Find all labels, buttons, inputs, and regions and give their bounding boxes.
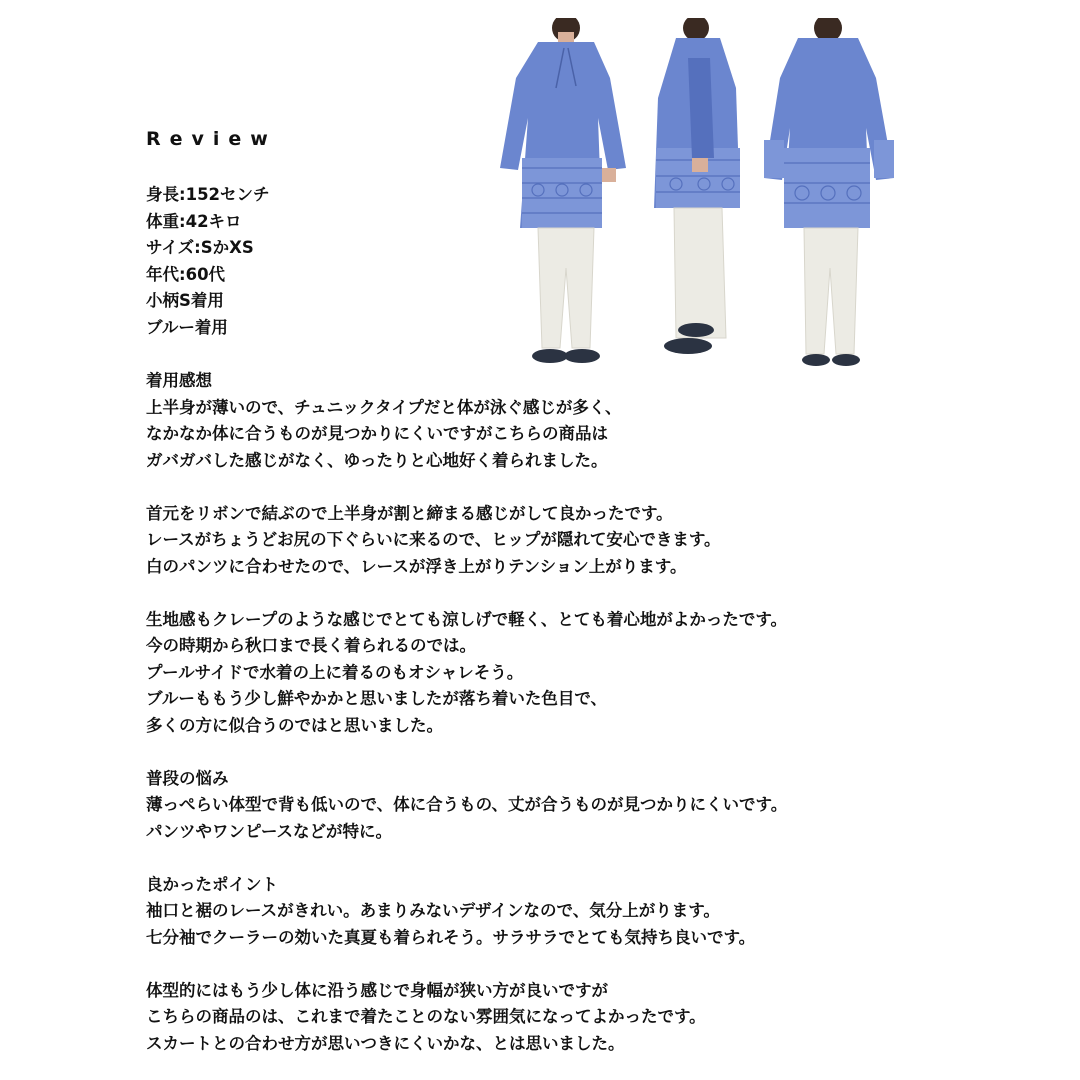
concerns-line: パンツやワンピースなどが特に。 xyxy=(146,821,393,841)
fabric-line: 今の時期から秋口まで長く着られるのでは。 xyxy=(146,636,476,655)
profile-size: サイズ:SかXS xyxy=(146,238,254,257)
concerns-heading: 普段の悩み xyxy=(146,768,229,788)
impression-heading: 着用感想 xyxy=(146,371,212,390)
profile-height: 身長:152センチ xyxy=(146,185,270,204)
profile-worn-size: 小柄S着用 xyxy=(146,291,224,310)
impression-line: ガバガバした感じがなく、ゆったりと心地好く着られました。 xyxy=(146,450,608,470)
fabric-line: ブルーももう少し鮮やかかと思いましたが落ち着いた色目で、 xyxy=(146,689,608,708)
fabric-line: プールサイドで水着の上に着るのもオシャレそう。 xyxy=(146,662,524,682)
photo-side-view xyxy=(648,18,758,372)
pants-line: 白のパンツに合わせたので、レースが浮き上がりテンション上がります。 xyxy=(146,556,687,576)
good-points-line: 七分袖でクーラーの効いた真夏も着られそう。サラサラでとても気持ち良いです。 xyxy=(146,927,756,947)
profile-list xyxy=(146,182,270,341)
summary-line: こちらの商品のは、これまで着たことのない雰囲気になってよかったです。 xyxy=(146,1007,706,1026)
fabric-line: 多くの方に似合うのではと思いました。 xyxy=(146,715,443,735)
profile-age: 年代:60代 xyxy=(146,264,226,284)
good-points-heading: 良かったポイント xyxy=(146,874,278,894)
summary-line: スカートとの合わせ方が思いつきにくいかな、とは思いました。 xyxy=(146,1033,625,1053)
summary-line: 体型的にはもう少し体に沿う感じで身幅が狭い方が良いですが xyxy=(146,980,608,1000)
profile-weight: 体重:42キロ xyxy=(146,211,242,231)
review-body xyxy=(146,368,787,1057)
product-photos xyxy=(490,18,910,372)
fabric-line: 生地感もクレープのような感じでとても涼しげで軽く、とても着心地がよかったです。 xyxy=(146,609,788,629)
neckline-line: 首元をリボンで結ぶので上半身が割と締まる感じがして良かったです。 xyxy=(146,503,673,523)
photo-front-view xyxy=(498,18,638,372)
photo-back-view xyxy=(762,18,902,372)
review-title: Review xyxy=(146,128,277,150)
impression-line: なかなか体に合うものが見つかりにくいですがこちらの商品は xyxy=(146,424,608,443)
concerns-line: 薄っぺらい体型で背も低いので、体に合うもの、丈が合うものが見つかりにくいです。 xyxy=(146,795,788,814)
lace-line: レースがちょうどお尻の下ぐらいに来るので、ヒップが隠れて安心できます。 xyxy=(146,530,721,549)
good-points-line: 袖口と裾のレースがきれい。あまりみないデザインなので、気分上がります。 xyxy=(146,901,720,920)
profile-worn-color: ブルー着用 xyxy=(146,317,228,337)
impression-line: 上半身が薄いので、チュニックタイプだと体が泳ぐ感じが多く、 xyxy=(146,397,622,417)
